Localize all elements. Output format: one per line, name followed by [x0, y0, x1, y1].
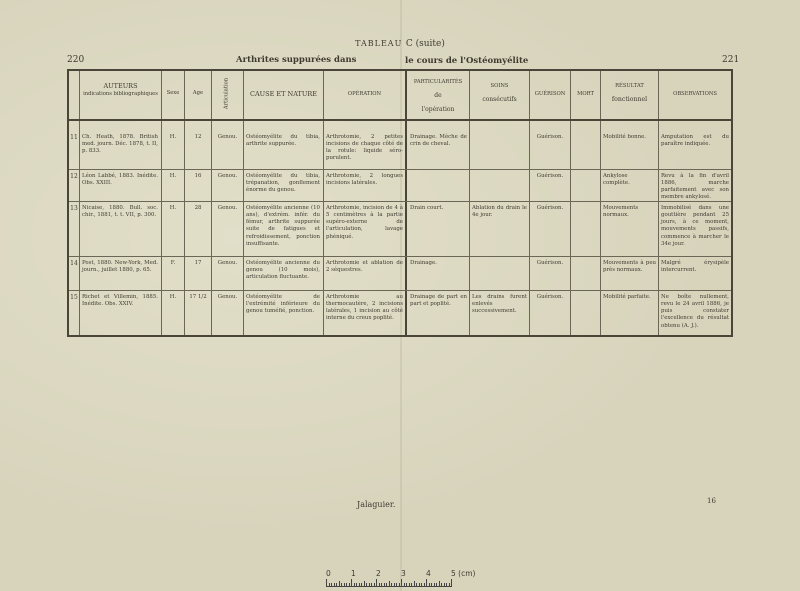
header-articulation: Articulation [223, 77, 230, 110]
cell-articulation: Genou. [217, 173, 238, 179]
header-observations: OBSERVATIONS [673, 91, 717, 97]
cell-resultat: Mobilité parfaite. [603, 294, 651, 300]
cell-auteurs: Ch. Heath, 1878. British med. journ. Déc. 1878, t. II, p. 833. [82, 134, 158, 155]
header-auteurs: AUTEURS indications bibliographiques [83, 82, 158, 97]
cell-sexe: H. [169, 134, 177, 140]
scale-label: 3 [401, 569, 406, 578]
cell-auteurs: Post, 1880. New-York, Med. journ., juillet 1880, p. 65. [82, 260, 158, 274]
cell-sexe: H. [169, 205, 177, 211]
header-soins: SOINS consécutifs [482, 83, 517, 104]
scale-label: 5 (cm) [451, 569, 476, 578]
cell-articulation: Genou. [217, 205, 238, 211]
cell-guerison: Guérison. [536, 294, 564, 300]
cell-operation: Arthrotomie, incision de 4 à 5 centimètres à la partie supéro-externe de l'articulation, lavage phéniqué. [326, 205, 403, 240]
cell-articulation: Genou. [217, 260, 238, 266]
ruler-baseline [326, 586, 452, 587]
cell-resultat: Mouvements normaux. [603, 205, 639, 219]
cell-observations: Amputation est du paraître indiquée. [661, 134, 729, 148]
cell-cause: Ostéomyélite ancienne (10 ans), d'extrém. infér. du fémur, arthrite suppurée suite de fatigues et refroidissement, ponction insuffisante. [246, 205, 320, 247]
page-number-right: 221 [722, 55, 740, 65]
scale-label: 1 [351, 569, 356, 578]
cell-particularites: Drainage. Mèche de crin de cheval. [410, 134, 467, 148]
scale-label: 0 [326, 569, 331, 578]
cell-sexe: H. [169, 294, 177, 300]
centimeter-ruler [326, 579, 466, 587]
header-operation: OPÉRATION [347, 91, 382, 97]
scale-labels [324, 569, 484, 579]
header-mort: MORT [577, 91, 594, 97]
cell-resultat: Mobilité bonne. [603, 134, 647, 140]
header-age: Age [192, 90, 204, 96]
row-number: 14 [70, 260, 78, 267]
cell-operation: Arthrotomie et ablation de 2 séquestres. [326, 260, 403, 274]
row-divider [69, 169, 731, 170]
cell-articulation: Genou. [217, 294, 238, 300]
cell-cause: Ostéomyélite ancienne du genou (10 mois), articulation fluctuante. [246, 260, 320, 281]
row-divider [69, 256, 731, 257]
column-divider [323, 71, 324, 335]
cell-auteurs: Léon Labbé, 1883. Inédite. Obs. XXIII. [82, 173, 158, 187]
cell-age: 17 [194, 260, 202, 266]
cell-cause: Ostéomyélite du tibia, trépanation, gonflement énorme du genou. [246, 173, 320, 194]
cell-cause: Ostéomyélite du tibia, arthrite suppurée. [246, 134, 320, 148]
title-right: le cours de l'Ostéomyélite [405, 56, 529, 66]
cell-sexe: F. [170, 260, 176, 266]
header-resultat: RÉSULTAT fonctionnel [611, 83, 648, 104]
cell-age: 12 [194, 134, 202, 140]
header-divider [69, 119, 731, 121]
cell-guerison: Guérison. [536, 260, 564, 266]
header-particularites: PARTICULARITÉS de l'opération [413, 79, 463, 114]
cell-age: 28 [194, 205, 202, 211]
cell-particularites: Drain court. [410, 205, 444, 211]
cell-auteurs: Richet et Villemin, 1885. Inédite. Obs. XXIV. [82, 294, 158, 308]
cell-soins: Les drains furent enlevés successivement. [472, 294, 527, 315]
row-number: 12 [70, 173, 78, 180]
cell-operation: Arthrotomie, 2 longues incisions latérales. [326, 173, 403, 187]
cell-auteurs: Nicaise, 1880. Bull. soc. chir., 1881, t. t. VII, p. 300. [82, 205, 158, 219]
cell-particularites: Drainage. [410, 260, 437, 266]
cell-soins: Ablation du drain le 4e jour. [472, 205, 527, 219]
cell-cause: Ostéomyélite de l'extrémité inférieure du genou tuméfié, ponction. [246, 294, 320, 315]
cell-particularites: Drainage de part en part et poplité. [410, 294, 467, 308]
page-number-left: 220 [67, 55, 85, 65]
column-divider [243, 71, 244, 335]
column-divider [600, 71, 601, 335]
row-number: 13 [70, 205, 78, 212]
row-divider [69, 201, 731, 202]
header-cause: CAUSE ET NATURE [249, 90, 318, 98]
scale-label: 2 [376, 569, 381, 578]
cell-guerison: Guérison. [536, 134, 564, 140]
cell-guerison: Guérison. [536, 173, 564, 179]
cell-operation: Arthrotomie au thermocautère, 2 incisions latérales, 1 incision au côté interne du creux poplité. [326, 294, 403, 322]
cell-observations: Ne boîte nullement, revu le 24 avril 1886, je puis constater l'excellence du résultat obtenu (A. J.). [661, 294, 729, 329]
row-number: 11 [70, 134, 78, 141]
header-sexe: Sexe [166, 90, 180, 96]
scale-label: 4 [426, 569, 431, 578]
tableau-title [0, 39, 800, 49]
cell-observations: Malgré érysipèle intercurrent. [661, 260, 729, 274]
column-divider [79, 71, 80, 335]
cell-age: 16 [194, 173, 202, 179]
cell-sexe: H. [169, 173, 177, 179]
cell-operation: Arthrotomie, 2 petites incisions de chaque côté de la rotule: liquide séro-purulent. [326, 134, 403, 162]
cell-articulation: Genou. [217, 134, 238, 140]
row-number: 15 [70, 294, 78, 301]
tableau-label: TABLEAU [355, 39, 403, 48]
cell-observations: Revu à la fin d'avril 1886, marche parfaitement avec son membre ankylosé. [661, 173, 729, 201]
column-divider [658, 71, 659, 335]
column-divider [469, 71, 470, 335]
cell-resultat: Mouvements à peu près normaux. [603, 260, 656, 274]
cell-guerison: Guérison. [536, 205, 564, 211]
cell-age: 17 1/2 [189, 294, 207, 300]
footer-sheet-number: 16 [707, 497, 716, 505]
row-divider [69, 290, 731, 291]
title-left: Arthrites suppurées dans [236, 55, 357, 65]
footer-author: Jalaguier. [357, 500, 396, 509]
cell-resultat: Ankylose complète. [603, 173, 630, 187]
cell-observations: Immobilisé dans une gouttière pendant 25 jours, à ce moment, mouvements passifs, commence à marcher le 34e jour. [661, 205, 729, 247]
tableau-suite: C (suite) [405, 39, 445, 49]
data-table [67, 69, 733, 337]
column-divider [570, 71, 571, 335]
header-guerison: GUÉRISON [534, 91, 566, 97]
